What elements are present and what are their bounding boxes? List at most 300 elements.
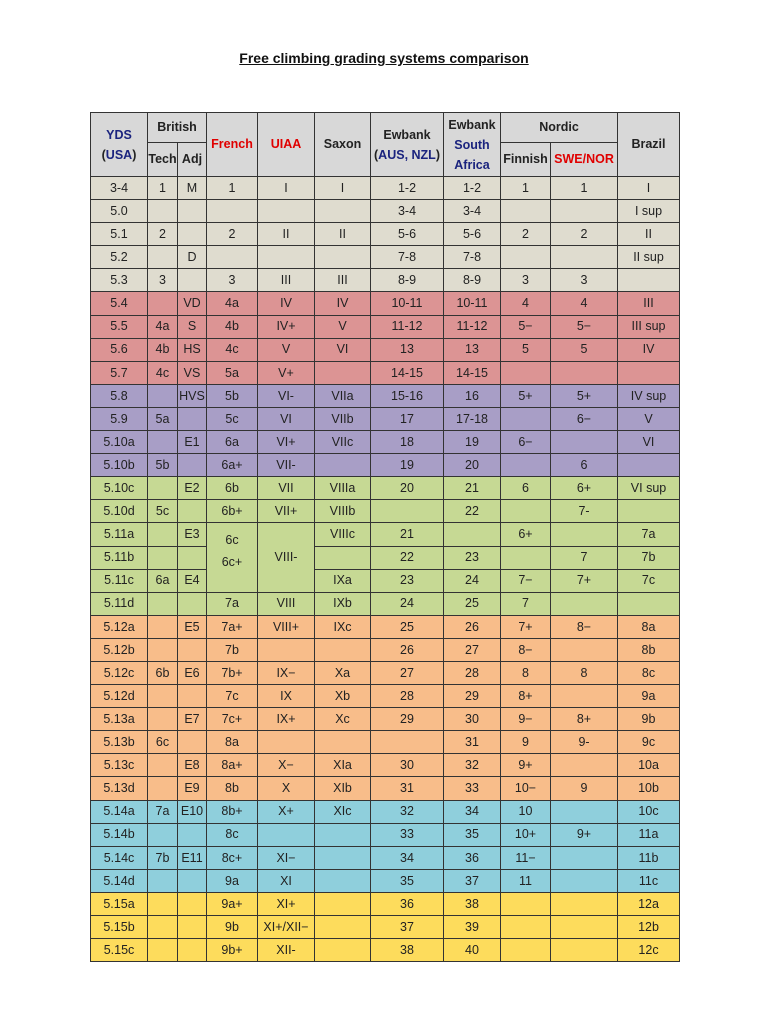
cell-uiaa: IV [258,292,315,315]
cell-ewbank-aus: 30 [371,754,444,777]
cell-brazil: III [618,292,680,315]
cell-swe-nor [551,246,618,269]
cell-ewbank-aus [371,500,444,523]
cell-swe-nor [551,800,618,823]
cell-finnish: 9 [501,731,551,754]
cell-ewbank-aus: 20 [371,477,444,500]
cell-french: 4a [207,292,258,315]
table-body [91,177,680,962]
cell-saxon [315,916,371,939]
cell-yds: 5.12a [91,615,148,638]
cell-yds: 5.11d [91,592,148,615]
cell-french-value: 6c [225,533,239,548]
table-row [91,823,680,846]
cell-ewbank-sa: 19 [444,431,501,454]
cell-finnish: 3 [501,269,551,292]
cell-saxon: VIIa [315,384,371,407]
cell-uiaa: XI [258,869,315,892]
cell-yds: 5.14b [91,823,148,846]
cell-french: 8c+ [207,846,258,869]
cell-saxon: IXa [315,569,371,592]
cell-finnish: 1 [501,177,551,200]
cell-finnish: 8− [501,638,551,661]
cell-uiaa: VI- [258,384,315,407]
cell-finnish: 4 [501,292,551,315]
cell-ewbank-aus: 1-2 [371,177,444,200]
cell-swe-nor: 7 [551,546,618,569]
cell-ewbank-sa: 3-4 [444,200,501,223]
table-row [91,708,680,731]
header-nordic: Nordic [501,113,618,143]
cell-brit-tech [148,939,178,962]
cell-french: 7b+ [207,661,258,684]
cell-swe-nor [551,939,618,962]
cell-saxon: XIa [315,754,371,777]
header-ewbank-label: Ewbank [383,127,431,142]
header-usa-label: USA [105,147,133,162]
table-row [91,407,680,430]
cell-brit-adj: M [178,177,207,200]
cell-french: 8a+ [207,754,258,777]
cell-ewbank-aus: 13 [371,338,444,361]
cell-yds: 5.12b [91,638,148,661]
cell-brit-tech [148,916,178,939]
table-row [91,269,680,292]
cell-saxon: VIIb [315,407,371,430]
cell-brit-tech [148,523,178,546]
cell-ewbank-aus: 27 [371,661,444,684]
cell-uiaa: V [258,338,315,361]
cell-ewbank-sa: 36 [444,846,501,869]
cell-uiaa: III [258,269,315,292]
cell-uiaa [258,823,315,846]
table-row [91,338,680,361]
cell-swe-nor: 7+ [551,569,618,592]
cell-brit-tech [148,477,178,500]
cell-ewbank-sa: 33 [444,777,501,800]
cell-brit-tech: 7a [148,800,178,823]
cell-ewbank-aus: 32 [371,800,444,823]
cell-french [207,246,258,269]
cell-brit-adj [178,916,207,939]
cell-brazil: 12b [618,916,680,939]
header-saxon: Saxon [315,113,371,177]
cell-brazil: II [618,223,680,246]
cell-uiaa: X− [258,754,315,777]
cell-brit-adj [178,823,207,846]
cell-brit-adj: E6 [178,661,207,684]
table-row [91,754,680,777]
cell-uiaa: VII- [258,454,315,477]
cell-finnish: 5− [501,315,551,338]
grading-comparison-table [90,112,680,962]
cell-saxon [315,939,371,962]
cell-ewbank-aus: 3-4 [371,200,444,223]
cell-finnish: 6 [501,477,551,500]
cell-brit-adj [178,731,207,754]
cell-uiaa [258,523,315,592]
cell-brit-tech [148,546,178,569]
table-row [91,546,680,569]
cell-swe-nor [551,754,618,777]
cell-swe-nor [551,523,618,546]
table-row [91,454,680,477]
cell-saxon: XIc [315,800,371,823]
cell-brit-tech: 4a [148,315,178,338]
cell-brazil: V [618,407,680,430]
cell-yds: 3-4 [91,177,148,200]
cell-yds: 5.13d [91,777,148,800]
cell-ewbank-sa: 31 [444,731,501,754]
header-paren: ( [101,147,106,162]
cell-brit-adj [178,200,207,223]
cell-brit-adj [178,269,207,292]
cell-yds: 5.9 [91,407,148,430]
cell-ewbank-sa: 5-6 [444,223,501,246]
cell-brazil [618,269,680,292]
cell-finnish [501,939,551,962]
cell-yds: 5.11b [91,546,148,569]
cell-swe-nor: 2 [551,223,618,246]
cell-yds: 5.10c [91,477,148,500]
cell-swe-nor: 1 [551,177,618,200]
cell-finnish: 7+ [501,615,551,638]
cell-french: 6b [207,477,258,500]
cell-finnish: 8+ [501,685,551,708]
cell-french: 5c [207,407,258,430]
cell-brazil [618,500,680,523]
header-yds-label: YDS [106,127,132,142]
cell-yds: 5.11a [91,523,148,546]
cell-brazil: 10a [618,754,680,777]
header-yds [91,113,148,177]
cell-brit-tech [148,869,178,892]
cell-brit-tech [148,638,178,661]
cell-ewbank-aus: 23 [371,569,444,592]
cell-finnish: 8 [501,661,551,684]
cell-saxon: IXc [315,615,371,638]
cell-brazil: 7a [618,523,680,546]
cell-ewbank-sa: 27 [444,638,501,661]
cell-ewbank-aus: 7-8 [371,246,444,269]
cell-saxon [315,246,371,269]
cell-finnish [501,500,551,523]
cell-uiaa [258,731,315,754]
cell-saxon: XIb [315,777,371,800]
cell-yds: 5.13b [91,731,148,754]
cell-french: 6a+ [207,454,258,477]
cell-french: 8b [207,777,258,800]
cell-swe-nor: 6+ [551,477,618,500]
cell-finnish: 5+ [501,384,551,407]
cell-ewbank-aus: 26 [371,638,444,661]
cell-ewbank-aus: 33 [371,823,444,846]
cell-brit-adj [178,939,207,962]
header-brazil: Brazil [618,113,680,177]
cell-brit-adj: E11 [178,846,207,869]
cell-brit-tech [148,777,178,800]
table-row [91,384,680,407]
cell-brazil: II sup [618,246,680,269]
cell-finnish: 9+ [501,754,551,777]
cell-brazil: 7c [618,569,680,592]
cell-brit-adj: E5 [178,615,207,638]
cell-saxon [315,731,371,754]
cell-brit-adj: E9 [178,777,207,800]
cell-brit-adj [178,454,207,477]
header-paren: ) [435,147,440,162]
header-paren: ) [132,147,137,162]
cell-brazil: 10b [618,777,680,800]
cell-ewbank-sa: 29 [444,685,501,708]
table-row [91,661,680,684]
cell-french: 8c [207,823,258,846]
cell-saxon [315,638,371,661]
cell-brit-tech: 5a [148,407,178,430]
cell-brit-tech: 4c [148,361,178,384]
table-row [91,731,680,754]
cell-brit-adj: VS [178,361,207,384]
cell-uiaa: IX+ [258,708,315,731]
cell-uiaa: VI+ [258,431,315,454]
cell-french: 7a+ [207,615,258,638]
cell-brazil: IV sup [618,384,680,407]
cell-brazil: 7b [618,546,680,569]
cell-ewbank-aus: 34 [371,846,444,869]
cell-finnish: 11 [501,869,551,892]
cell-brazil: 11a [618,823,680,846]
cell-ewbank-sa: 16 [444,384,501,407]
cell-finnish [501,246,551,269]
cell-finnish [501,916,551,939]
cell-swe-nor [551,431,618,454]
cell-swe-nor [551,846,618,869]
header-adj: Adj [178,143,207,177]
cell-ewbank-sa: 22 [444,500,501,523]
cell-yds: 5.4 [91,292,148,315]
cell-yds: 5.13a [91,708,148,731]
table-row [91,638,680,661]
cell-french-value: 6c+ [221,555,243,570]
cell-finnish: 10+ [501,823,551,846]
cell-ewbank-aus: 14-15 [371,361,444,384]
cell-brit-adj: E4 [178,569,207,592]
cell-finnish: 9− [501,708,551,731]
header-africa-label: Africa [454,157,490,172]
cell-french: 3 [207,269,258,292]
header-ewbank-aus [371,113,444,177]
cell-ewbank-aus: 18 [371,431,444,454]
cell-saxon: I [315,177,371,200]
table-row [91,615,680,638]
cell-brit-adj: E3 [178,523,207,546]
cell-finnish: 10− [501,777,551,800]
cell-swe-nor: 5+ [551,384,618,407]
cell-uiaa [258,638,315,661]
cell-french: 1 [207,177,258,200]
cell-brit-adj: E8 [178,754,207,777]
cell-ewbank-aus: 35 [371,869,444,892]
cell-finnish [501,200,551,223]
cell-french: 7c [207,685,258,708]
cell-brit-adj [178,592,207,615]
cell-brit-tech [148,200,178,223]
cell-saxon: VIIc [315,431,371,454]
cell-brit-adj: E2 [178,477,207,500]
header-aus-nzl-label: AUS, NZL [378,147,436,162]
cell-finnish: 10 [501,800,551,823]
cell-ewbank-aus: 37 [371,916,444,939]
page-title: Free climbing grading systems comparison [239,50,529,66]
cell-finnish: 5 [501,338,551,361]
cell-brazil: 10c [618,800,680,823]
cell-saxon: III [315,269,371,292]
cell-brit-tech: 7b [148,846,178,869]
cell-brit-tech [148,892,178,915]
table-row [91,869,680,892]
cell-yds: 5.6 [91,338,148,361]
cell-finnish [501,407,551,430]
cell-uiaa: VI [258,407,315,430]
cell-yds: 5.13c [91,754,148,777]
cell-ewbank-aus: 5-6 [371,223,444,246]
cell-ewbank-sa: 26 [444,615,501,638]
cell-brit-tech [148,615,178,638]
cell-uiaa: VIII [258,592,315,615]
cell-brit-adj: E7 [178,708,207,731]
cell-ewbank-sa: 1-2 [444,177,501,200]
cell-swe-nor [551,592,618,615]
cell-french: 9a [207,869,258,892]
cell-brit-adj: HS [178,338,207,361]
cell-french: 6b+ [207,500,258,523]
cell-ewbank-sa: 37 [444,869,501,892]
cell-ewbank-sa: 25 [444,592,501,615]
table-row [91,177,680,200]
cell-brazil: III sup [618,315,680,338]
cell-saxon [315,200,371,223]
cell-ewbank-aus: 22 [371,546,444,569]
cell-yds: 5.12c [91,661,148,684]
header-swe-nor: SWE/NOR [551,143,618,177]
cell-swe-nor [551,361,618,384]
cell-french: 2 [207,223,258,246]
cell-french: 6a [207,431,258,454]
cell-ewbank-aus: 36 [371,892,444,915]
cell-saxon [315,846,371,869]
header-ewbank-label: Ewbank [448,117,496,132]
cell-uiaa: VII [258,477,315,500]
cell-brazil: 8c [618,661,680,684]
header-uiaa: UIAA [258,113,315,177]
table-row [91,846,680,869]
table-row [91,777,680,800]
cell-yds: 5.3 [91,269,148,292]
cell-french: 9a+ [207,892,258,915]
cell-swe-nor: 9 [551,777,618,800]
cell-swe-nor [551,200,618,223]
cell-swe-nor: 5− [551,315,618,338]
cell-french [207,200,258,223]
cell-finnish [501,546,551,569]
cell-yds: 5.12d [91,685,148,708]
cell-ewbank-aus: 29 [371,708,444,731]
cell-brazil: 9c [618,731,680,754]
cell-ewbank-aus: 19 [371,454,444,477]
header-french: French [207,113,258,177]
cell-uiaa [258,246,315,269]
cell-ewbank-sa: 23 [444,546,501,569]
cell-uiaa: XI− [258,846,315,869]
cell-ewbank-sa: 28 [444,661,501,684]
cell-saxon: Xb [315,685,371,708]
cell-brit-tech [148,708,178,731]
cell-yds: 5.14d [91,869,148,892]
cell-uiaa: XI+ [258,892,315,915]
cell-brazil: 11c [618,869,680,892]
table-row [91,685,680,708]
cell-uiaa: I [258,177,315,200]
cell-swe-nor [551,638,618,661]
cell-brit-tech [148,685,178,708]
table-row [91,892,680,915]
cell-french: 7a [207,592,258,615]
cell-brazil: 11b [618,846,680,869]
cell-brazil: I [618,177,680,200]
cell-french: 7b [207,638,258,661]
cell-swe-nor: 6− [551,407,618,430]
cell-ewbank-aus: 31 [371,777,444,800]
cell-swe-nor: 9- [551,731,618,754]
cell-french: 7c+ [207,708,258,731]
table-row [91,523,680,546]
cell-ewbank-aus: 17 [371,407,444,430]
cell-swe-nor: 6 [551,454,618,477]
cell-brazil: 8a [618,615,680,638]
table-row [91,477,680,500]
cell-ewbank-sa: 21 [444,477,501,500]
cell-ewbank-sa: 20 [444,454,501,477]
cell-ewbank-sa: 17-18 [444,407,501,430]
table-row [91,592,680,615]
cell-swe-nor: 4 [551,292,618,315]
cell-swe-nor: 9+ [551,823,618,846]
table-row [91,246,680,269]
cell-saxon [315,869,371,892]
cell-brit-adj: E1 [178,431,207,454]
cell-swe-nor [551,869,618,892]
cell-saxon: IXb [315,592,371,615]
cell-yds: 5.10a [91,431,148,454]
cell-ewbank-sa: 32 [444,754,501,777]
cell-yds: 5.11c [91,569,148,592]
cell-uiaa: X+ [258,800,315,823]
cell-ewbank-sa: 11-12 [444,315,501,338]
header-south-label: South [454,137,490,152]
cell-yds: 5.14c [91,846,148,869]
cell-uiaa: XII- [258,939,315,962]
cell-yds: 5.15a [91,892,148,915]
cell-yds: 5.15b [91,916,148,939]
header-paren: ( [374,147,379,162]
cell-french: 8b+ [207,800,258,823]
cell-ewbank-aus: 38 [371,939,444,962]
cell-brit-adj [178,407,207,430]
cell-saxon: VI [315,338,371,361]
cell-uiaa: IX− [258,661,315,684]
cell-ewbank-sa: 14-15 [444,361,501,384]
cell-french: 5a [207,361,258,384]
